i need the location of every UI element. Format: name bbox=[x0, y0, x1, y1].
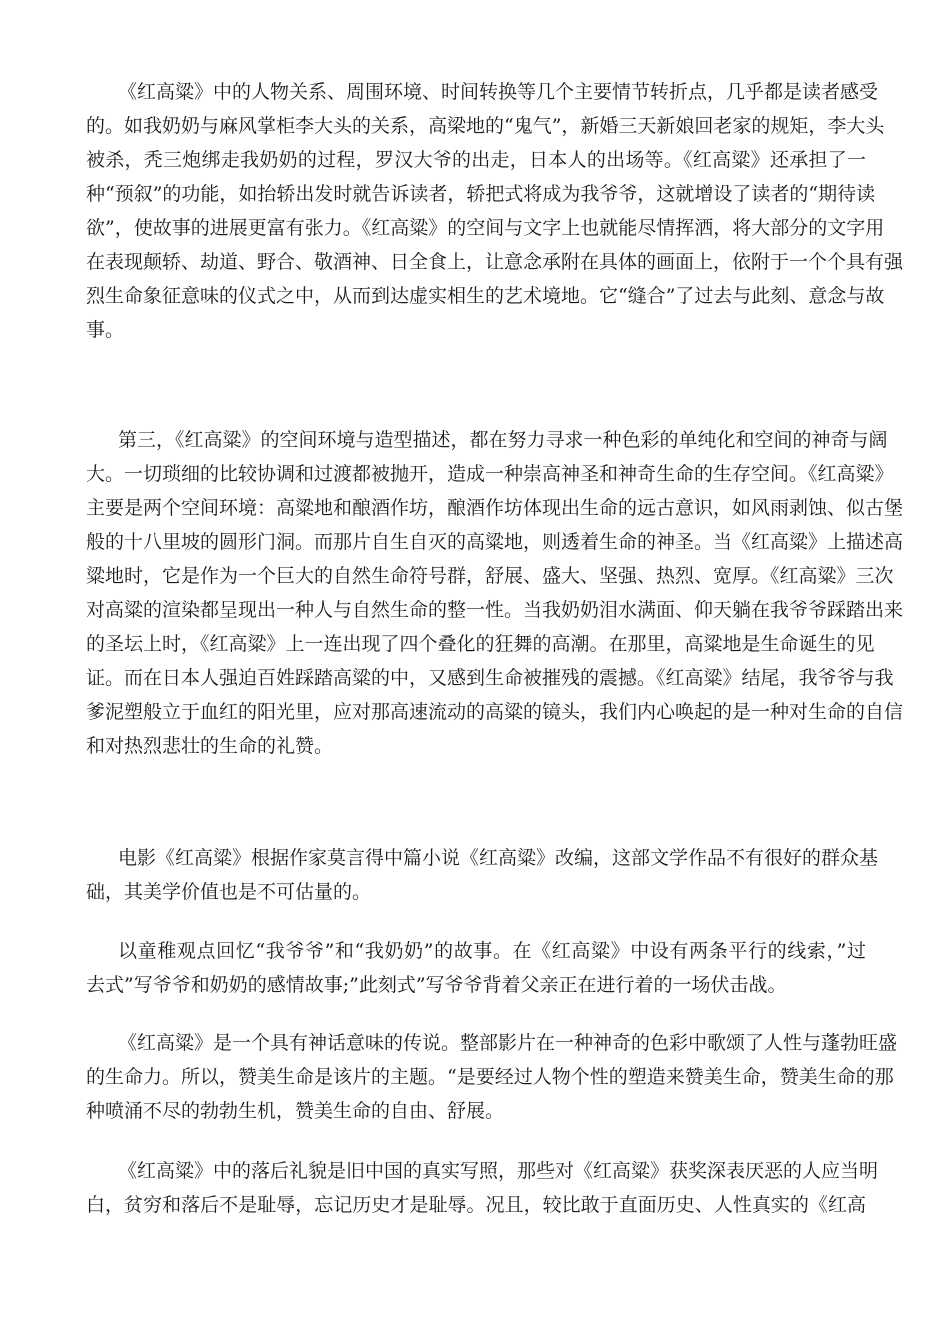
paragraph-6 bbox=[86, 1154, 879, 1222]
text-line: 主要是两个空间环境：高粱地和酿酒作坊，酿酒作坊体现出生命的远古意识，如风雨剥蚀、似古堡 bbox=[86, 497, 904, 519]
text-line: 粱地时，它是作为一个巨大的自然生命符号群，舒展、盛大、坚强、热烈、宽厚。《红高粱》三次 bbox=[86, 565, 894, 587]
text-line: 《红高粱》是一个具有神话意味的传说。整部影片在一种神奇的色彩中歌颂了人性与蓬勃旺盛 bbox=[118, 1032, 898, 1054]
text-line: 的。如我奶奶与麻风掌柜李大头的关系，高梁地的“鬼气”，新婚三天新娘回老家的规矩，李大头 bbox=[86, 115, 885, 137]
text-line: 大。一切琐细的比较协调和过渡都被抛开，造成一种崇高神圣和神奇生命的生存空间。《红高粱》 bbox=[86, 463, 894, 485]
text-line: 的生命力。所以，赞美生命是该片的主题。“是要经过人物个性的塑造来赞美生命，赞美生命的那 bbox=[86, 1066, 894, 1088]
paragraph-5 bbox=[86, 1026, 898, 1128]
text-line: 爹泥塑般立于血红的阳光里，应对那高速流动的高粱的镜头，我们内心唤起的是一种对生命的自信 bbox=[86, 701, 904, 723]
text-line: 以童稚观点回忆“我爷爷”和“我奶奶”的故事。在《红高粱》中设有两条平行的线索，”过 bbox=[118, 940, 866, 962]
text-line: 第三，《红高粱》的空间环境与造型描述，都在努力寻求一种色彩的单纯化和空间的神奇与阔 bbox=[118, 429, 888, 451]
text-line: 对高粱的渲染都呈现出一种人与自然生命的整一性。当我奶奶泪水满面、仰天躺在我爷爷踩踏出来 bbox=[86, 599, 904, 621]
text-line: 种喷涌不尽的勃勃生机，赞美生命的自由、舒展。 bbox=[86, 1100, 505, 1122]
paragraph-2 bbox=[86, 423, 904, 763]
text-line: 和对热烈悲壮的生命的礼赞。 bbox=[86, 735, 334, 757]
paragraph-3 bbox=[86, 841, 879, 909]
paragraph-1 bbox=[86, 75, 904, 347]
text-line: 事。 bbox=[86, 319, 125, 341]
text-line: 被杀，秃三炮绑走我奶奶的过程，罗汉大爷的出走，日本人的出场等。《红高粱》还承担了一 bbox=[86, 149, 866, 171]
text-line: 电影《红高粱》根据作家莫言得中篇小说《红高粱》改编，这部文学作品不有很好的群众基 bbox=[118, 847, 879, 869]
text-line: 在表现颠轿、劫道、野合、敬酒神、日全食上，让意念承附在具体的画面上，依附于一个个具有强 bbox=[86, 251, 904, 273]
text-line: 欲”，使故事的进展更富有张力。《红高粱》的空间与文字上也就能尽情挥洒，将大部分的文字用 bbox=[86, 217, 885, 239]
text-line: 般的十八里坡的圆形门洞。而那片自生自灭的高粱地，则透着生命的神圣。当《红高粱》上描述高 bbox=[86, 531, 904, 553]
text-line: 础，其美学价值也是不可估量的。 bbox=[86, 881, 372, 903]
text-line: 烈生命象征意味的仪式之中，从而到达虚实相生的艺术境地。它“缝合”了过去与此刻、意念与故 bbox=[86, 285, 885, 307]
text-line: 种“预叙”的功能，如抬轿出发时就告诉读者，轿把式将成为我爷爷，这就增设了读者的“期待读 bbox=[86, 183, 876, 205]
text-line: 《红高粱》中的落后礼貌是旧中国的真实写照，那些对《红高粱》获奖深表厌恶的人应当明 bbox=[118, 1160, 879, 1182]
text-line: 证。而在日本人强迫百姓踩踏高粱的中，又感到生命被摧残的震撼。《红高粱》结尾，我爷爷与我 bbox=[86, 667, 894, 689]
paragraph-4 bbox=[86, 934, 866, 1002]
text-line: 白，贫穷和落后不是耻辱，忘记历史才是耻辱。况且，较比敢于直面历史、人性真实的《红高 bbox=[86, 1194, 866, 1216]
text-line: 去式”写爷爷和奶奶的感情故事;”此刻式”写爷爷背着父亲正在进行着的一场伏击战。 bbox=[86, 974, 787, 996]
text-line: 《红高粱》中的人物关系、周围环境、时间转换等几个主要情节转折点，几乎都是读者感受 bbox=[118, 81, 879, 103]
text-line: 的圣坛上时，《红高粱》上一连出现了四个叠化的狂舞的高潮。在那里，高粱地是生命诞生的见 bbox=[86, 633, 875, 655]
